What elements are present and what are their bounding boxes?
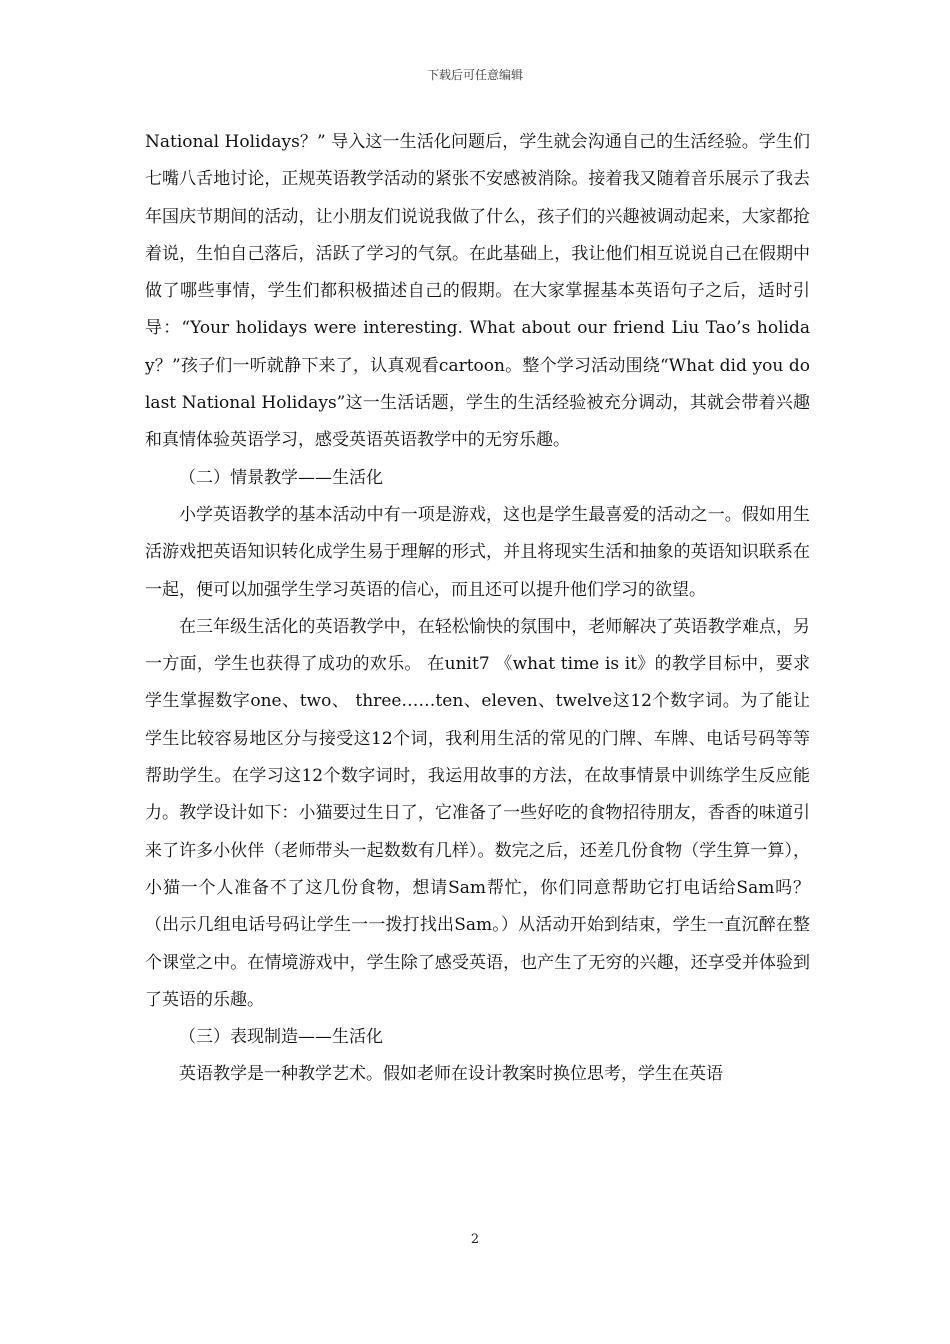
section-heading-expression-creation: （三）表现制造——生活化	[179, 1027, 383, 1048]
page-header-note: 下载后可任意编辑	[426, 68, 523, 82]
document-body	[145, 124, 810, 1094]
paragraph-national-holidays: National Holidays？” 导入这一生活化问题后，学生就会沟通自己的生活经验。学生们七嘴八舌地讨论，正规英语教学活动的紧张不安感被消除。接着我又随着音乐展示了我去年国庆节期间的活动，让小朋友们说说我做了什么，孩子们的兴趣被调动起来，大家都抢着说，生怕自己落后，活跃了学习的气氛。在此基础上，我让他们相互说说自己在假期中做了哪些事情，学生们都积极描述自己的假期。在大家掌握基本英语句子之后，适时引导：“Your holidays were interesting. What about our friend Liu Tao’s holiday？”孩子们一听就静下来了，认真观看cartoon。整个学习活动围绕“What did you do last National Holidays”这一生活话题，学生的生活经验被充分调动，其就会带着兴趣和真情体验英语学习，感受英语英语教学中的无穷乐趣。	[145, 132, 810, 451]
paragraph-teaching-art: 英语教学是一种教学艺术。假如老师在设计教案时换位思考，学生在英语	[179, 1064, 723, 1085]
section-heading-situational-teaching: （二）情景教学——生活化	[179, 467, 383, 488]
paragraph-games: 小学英语教学的基本活动中有一项是游戏，这也是学生最喜爱的活动之一。假如用生活游戏把英语知识转化成学生易于理解的形式，并且将现实生活和抽象的英语知识联系在一起，便可以加强学生学习英语的信心，而且还可以提升他们学习的欲望。	[145, 504, 810, 600]
page-number: 2	[470, 1232, 480, 1247]
paragraph-unit7-numbers: 在三年级生活化的英语教学中，在轻松愉快的氛围中，老师解决了英语教学难点，另一方面，学生也获得了成功的欢乐。 在unit7 《what time is it》的教学目标中，要求学生掌握数字one、two、 three……ten、eleven、twelve这12个数字词。为了能让学生比较容易地区分与接受这12个词，我利用生活的常见的门牌、车牌、电话号码等等帮助学生。在学习这12个数字词时，我运用故事的方法，在故事情景中训练学生反应能力。教学设计如下：小猫要过生日了，它准备了一些好吃的食物招待朋友，香香的味道引来了许多小伙伴（老师带头一起数数有几样）。数完之后，还差几份食物（学生算一算），小猫一个人准备不了这几份食物，想请Sam帮忙，你们同意帮助它打电话给Sam吗？ （出示几组电话号码让学生一一拨打找出Sam。）从活动开始到结束，学生一直沉醉在整个课堂之中。在情境游戏中，学生除了感受英语，也产生了无穷的兴趣，还享受并体验到了英语的乐趣。	[145, 616, 810, 1010]
